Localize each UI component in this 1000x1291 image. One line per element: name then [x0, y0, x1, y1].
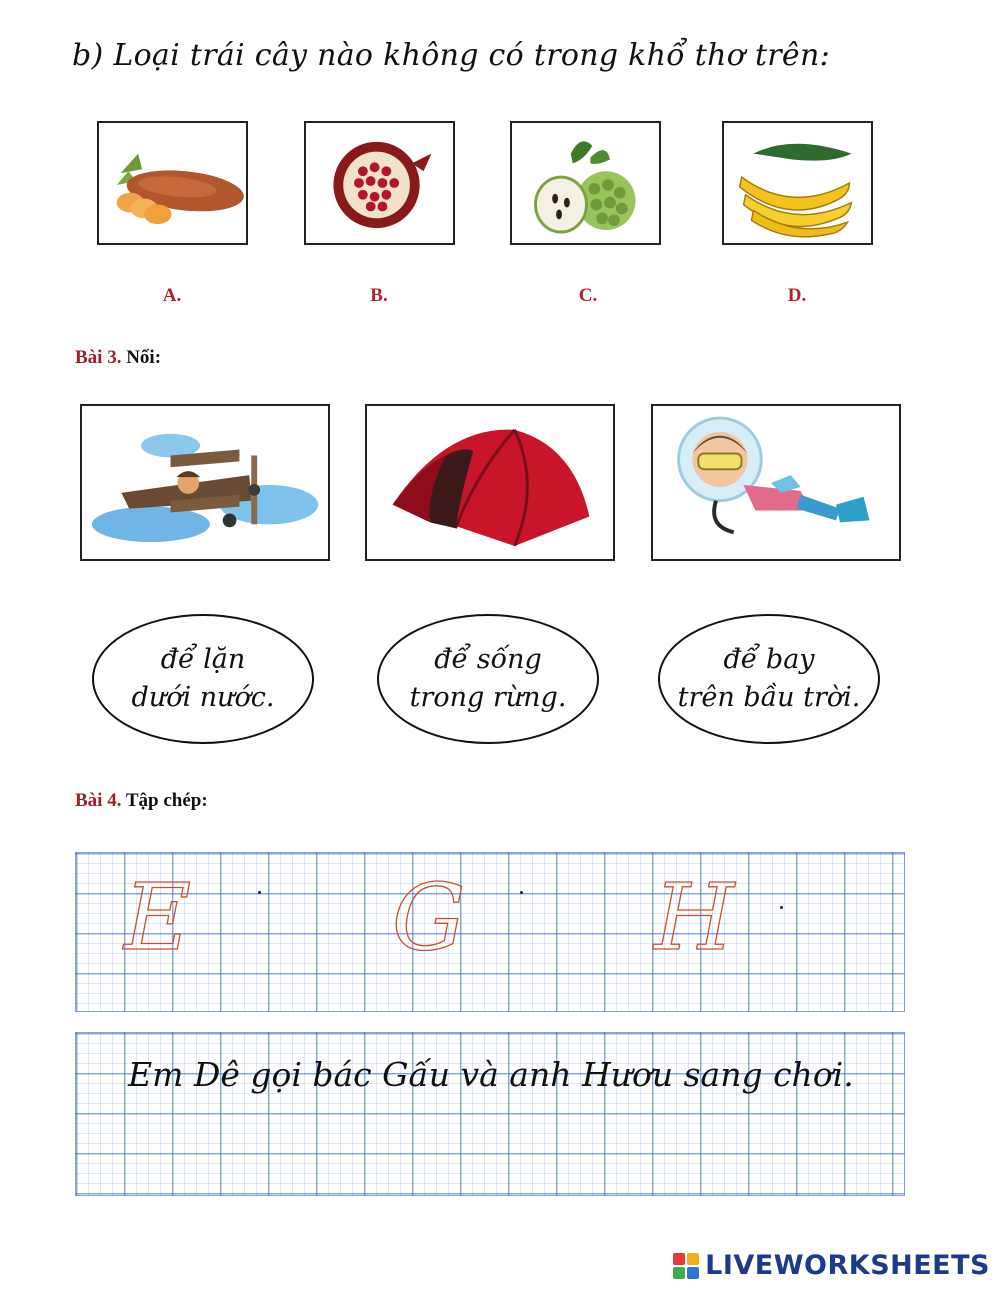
pomegranate-icon [306, 123, 453, 243]
exercise3-title: Nối: [126, 347, 162, 368]
tracing-grid[interactable] [75, 852, 905, 1012]
phrase-oval-sky[interactable] [658, 614, 880, 744]
exercise4-heading [75, 790, 208, 812]
option-d-picture[interactable] [722, 121, 873, 245]
trace-letter-g: G [392, 864, 466, 971]
liveworksheets-logo [673, 1250, 990, 1281]
start-dot [780, 906, 783, 909]
start-dot [520, 891, 523, 894]
option-d-label: D. [787, 285, 807, 306]
tent-icon [367, 406, 613, 559]
brand-mark-icon [673, 1253, 699, 1279]
start-dot [258, 891, 261, 894]
phrase-line: để bay [723, 644, 815, 675]
copy-sentence: Em Dê gọi bác Gấu và anh Hươu sang chơi. [128, 1055, 854, 1094]
option-a-picture[interactable] [97, 121, 248, 245]
banana-icon [724, 123, 871, 243]
phrase-line: để sống [434, 644, 542, 675]
trace-letter-e: E [124, 864, 192, 971]
diver-picture[interactable] [651, 404, 901, 561]
airplane-icon [82, 406, 328, 559]
exercise4-number: Bài 4. [75, 790, 122, 811]
diver-icon [653, 406, 899, 559]
trace-letter-h: H [654, 864, 735, 971]
exercise4-title: Tập chép: [125, 790, 208, 811]
phrase-oval-forest[interactable] [377, 614, 599, 744]
exercise3-heading [75, 347, 161, 369]
brand-text: LIVEWORKSHEETS [705, 1250, 990, 1281]
airplane-picture[interactable] [80, 404, 330, 561]
custard-apple-icon [512, 123, 659, 243]
option-b-label: B. [370, 285, 388, 306]
sweet-potato-icon [99, 123, 246, 243]
exercise3-number: Bài 3. [75, 347, 122, 368]
phrase-line: trong rừng. [409, 682, 567, 713]
option-b-picture[interactable] [304, 121, 455, 245]
option-c-picture[interactable] [510, 121, 661, 245]
tent-picture[interactable] [365, 404, 615, 561]
phrase-line: để lặn [160, 644, 246, 675]
phrase-line: trên bầu trời. [677, 682, 861, 713]
option-a-label: A. [162, 285, 182, 306]
phrase-oval-underwater[interactable] [92, 614, 314, 744]
phrase-line: dưới nước. [131, 682, 275, 713]
question-text: b) Loại trái cây nào không có trong khổ thơ trên: [72, 38, 831, 73]
option-c-label: C. [578, 285, 598, 306]
